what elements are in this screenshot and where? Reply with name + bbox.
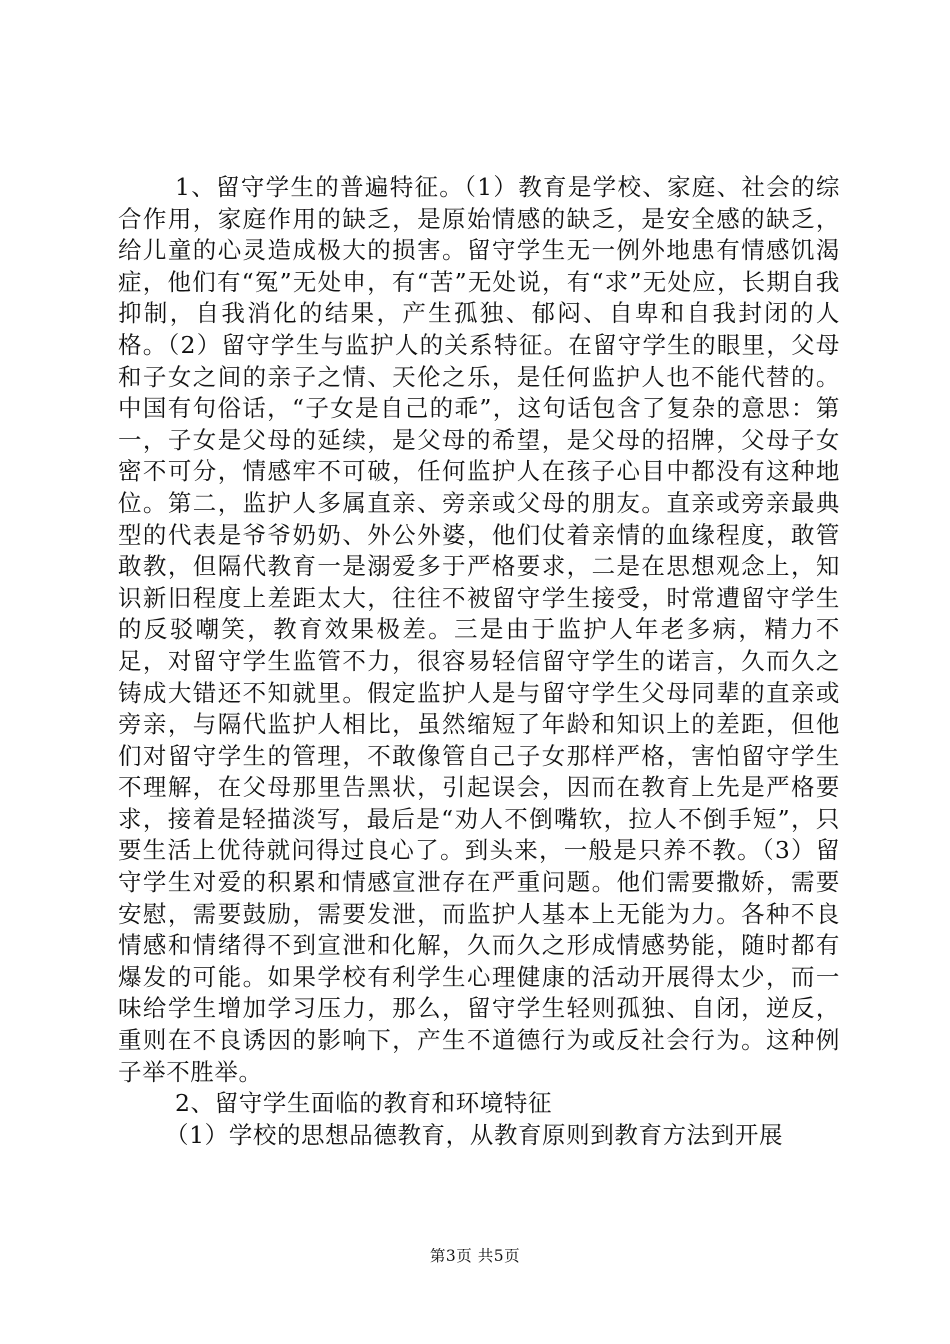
paragraph-heading-education-environment: 2、留守学生面临的教育和环境特征	[175, 1089, 553, 1118]
page-footer: 第3页 共5页	[429, 1247, 521, 1265]
paragraph-school-moral-education: （1）学校的思想品德教育，从教育原则到教育方法到开展	[165, 1120, 784, 1149]
document-body	[118, 172, 840, 1151]
paragraph-characteristics-of-left-behind-students: 1、留守学生的普遍特征。（1）教育是学校、家庭、社会的综合作用，家庭作用的缺乏，是原始情感的缺乏，是安全感的缺乏，给儿童的心灵造成极大的损害。留守学生无一例外地患有情感饥渴症，他们有“冤”无处申，有“苦”无处说，有“求”无处应，长期自我抑制，自我消化的结果，产生孤独、郁闷、自卑和自我封闭的人格。（2）留守学生与监护人的关系特征。在留守学生的眼里，父母和子女之间的亲子之情、天伦之乐，是任何监护人也不能代替的。中国有句俗话，“子女是自己的乖”，这句话包含了复杂的意思：第一，子女是父母的延续，是父母的希望，是父母的招牌，父母子女密不可分，情感牢不可破，任何监护人在孩子心目中都没有这种地位。第二，监护人多属直亲、旁亲或父母的朋友。直亲或旁亲最典型的代表是爷爷奶奶、外公外婆，他们仗着亲情的血缘程度，敢管敢教，但隔代教育一是溺爱多于严格要求，二是在思想观念上，知识新旧程度上差距太大，往往不被留守学生接受，时常遭留守学生的反驳嘲笑，教育效果极差。三是由于监护人年老多病，精力不足，对留守学生监管不力，很容易轻信留守学生的诺言，久而久之铸成大错还不知就里。假定监护人是与留守学生父母同辈的直亲或旁亲，与隔代监护人相比，虽然缩短了年龄和知识上的差距，但他们对留守学生的管理，不敢像管自己子女那样严格，害怕留守学生不理解，在父母那里告黑状，引起误会，因而在教育上先是严格要求，接着是轻描淡写，最后是“劝人不倒嘴软，拉人不倒手短”，只要生活上优待就问得过良心了。到头来，一般是只养不教。（3）留守学生对爱的积累和情感宣泄存在严重问题。他们需要撒娇，需要安慰，需要鼓励，需要发泄，而监护人基本上无能为力。各种不良情感和情绪得不到宣泄和化解，久而久之形成情感势能，随时都有爆发的可能。如果学校有利学生心理健康的活动开展得太少，而一味给学生增加学习压力，那么，留守学生轻则孤独、自闭，逆反，重则在不良诱因的影响下，产生不道德行为或反社会行为。这种例子举不胜举。	[118, 173, 840, 1086]
